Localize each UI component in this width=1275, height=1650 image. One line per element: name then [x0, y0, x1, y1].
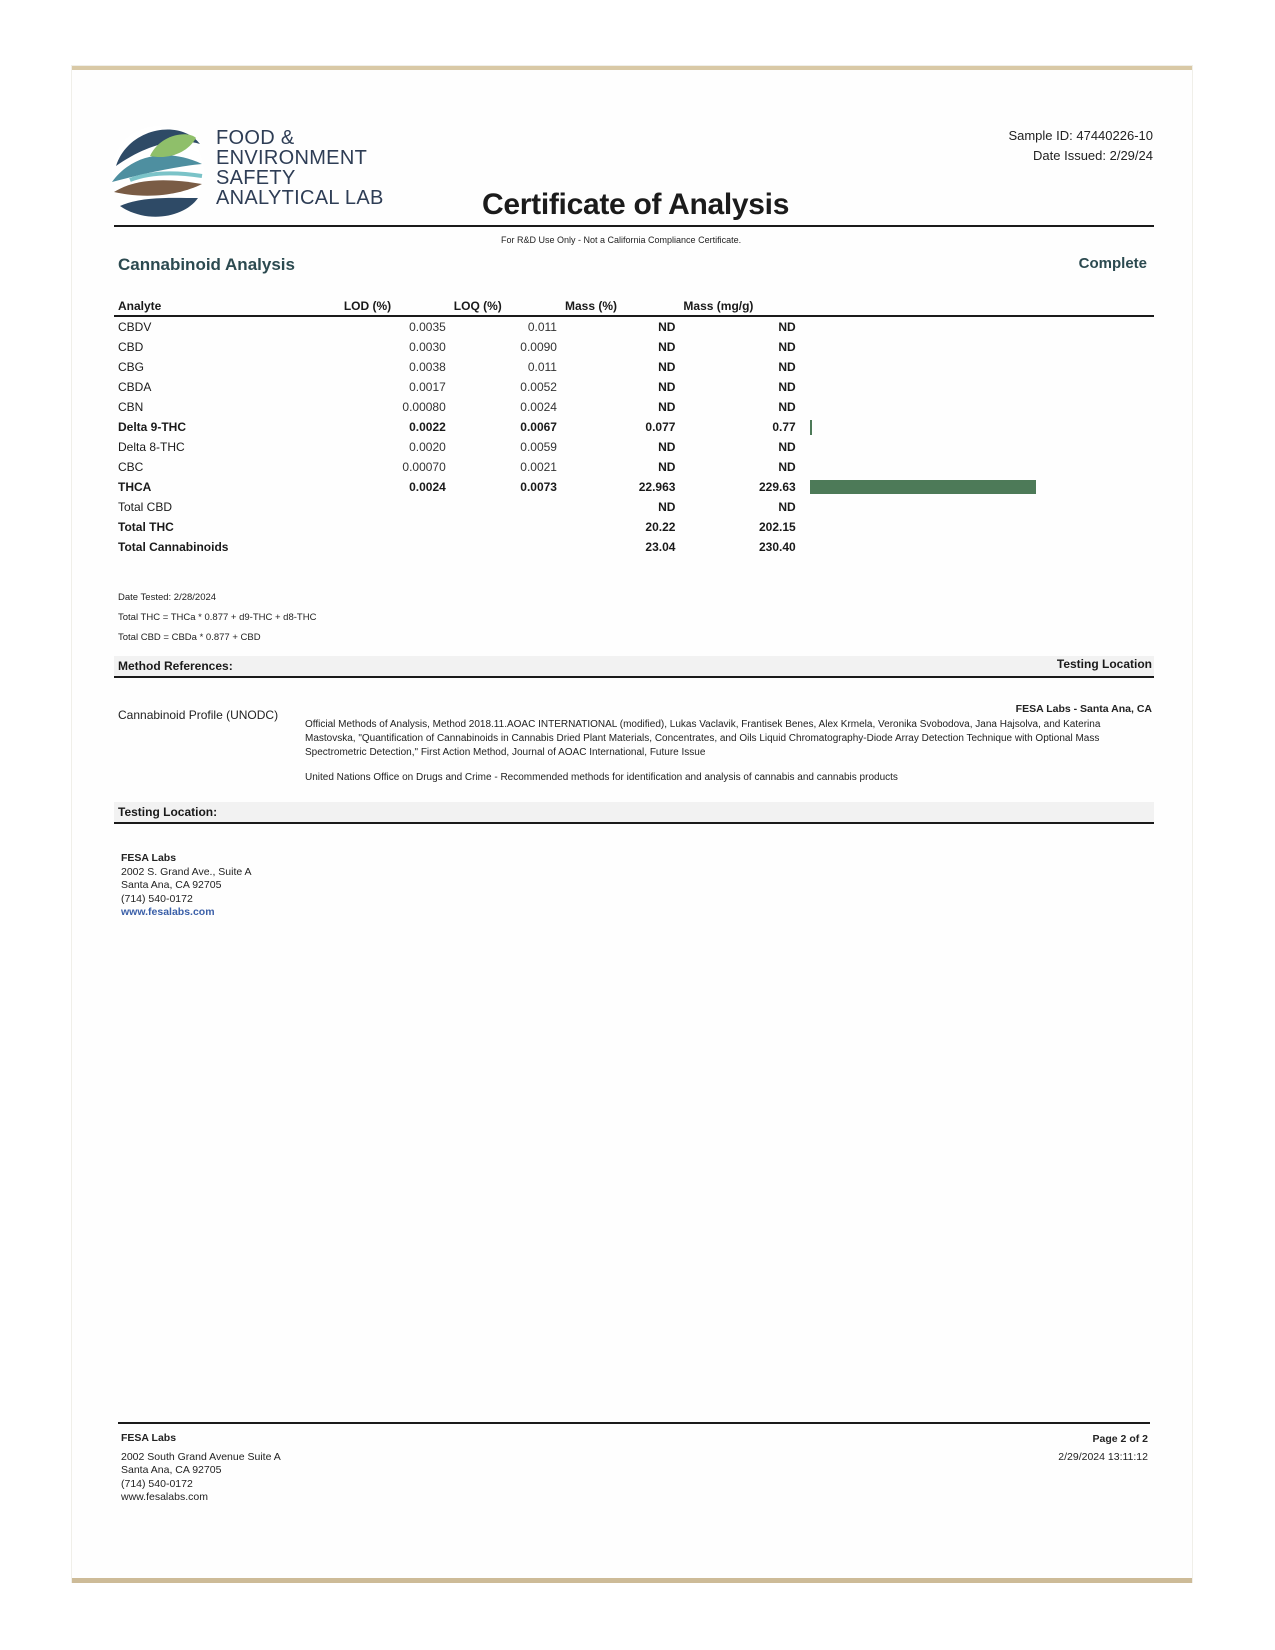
loq-cell: 0.0067 [520, 420, 557, 434]
logo-line: ENVIRONMENT [216, 147, 368, 169]
table-row [114, 537, 1154, 557]
lab-logo-text [216, 128, 384, 208]
mass-percent-cell: 23.04 [645, 540, 676, 554]
analyte-cell: CBDV [118, 320, 152, 334]
mass-mg-cell: ND [778, 500, 796, 514]
mass-mg-cell: 202.15 [758, 520, 796, 534]
analyte-cell: Total THC [118, 520, 174, 534]
formula-total-cbd: Total CBD = CBDa * 0.877 + CBD [118, 632, 261, 643]
bar-cell [800, 397, 1154, 417]
mass-percent-cell: ND [658, 380, 676, 394]
document-sheet [72, 66, 1192, 1582]
method-reference-unodc: United Nations Office on Drugs and Crime - Recommended methods for identification and analysis of cannabis and cannabis products [305, 772, 898, 783]
mass-percent-cell: ND [658, 460, 676, 474]
analyte-cell: CBG [118, 360, 145, 374]
mass-bar [810, 480, 1036, 494]
sample-id: Sample ID: 47440226-10 [1008, 128, 1153, 143]
method-references-header [114, 656, 1154, 678]
loq-cell: 0.0059 [520, 440, 557, 454]
table-row [114, 316, 1154, 337]
loq-cell [450, 537, 561, 557]
table-row [114, 397, 1154, 417]
table-row [114, 497, 1154, 517]
lab-city: Santa Ana, CA 92705 [121, 879, 222, 891]
lod-cell: 0.0022 [409, 420, 446, 434]
cannabinoid-table [114, 296, 1154, 557]
lod-cell: 0.0035 [409, 320, 446, 334]
bar-cell [800, 517, 1154, 537]
loq-cell: 0.011 [527, 320, 557, 334]
mass-mg-cell: 229.63 [758, 480, 796, 494]
lod-cell [340, 517, 450, 537]
footer-website: www.fesalabs.com [121, 1491, 208, 1503]
bar-cell [800, 477, 1154, 497]
footer-divider [118, 1422, 1150, 1424]
bar-cell [800, 457, 1154, 477]
table-row [114, 377, 1154, 397]
bar-cell [800, 377, 1154, 397]
lod-cell [340, 497, 450, 517]
loq-cell: 0.011 [527, 360, 557, 374]
testing-location-header [114, 802, 1154, 824]
lod-cell [340, 537, 450, 557]
table-row [114, 337, 1154, 357]
table-row [114, 457, 1154, 477]
lod-cell: 0.0038 [409, 360, 446, 374]
mass-percent-cell: ND [658, 400, 676, 414]
mass-percent-cell: ND [658, 340, 676, 354]
lod-cell: 0.0030 [409, 340, 446, 354]
mass-mg-cell: ND [778, 320, 796, 334]
page-title: Certificate of Analysis [482, 188, 790, 221]
column-header: Mass (mg/g) [683, 299, 754, 313]
page-number: Page 2 of 2 [1092, 1433, 1148, 1445]
mass-percent-cell: ND [658, 360, 676, 374]
analyte-cell: CBN [118, 400, 144, 414]
lod-cell: 0.00070 [402, 460, 446, 474]
calculation-notes [118, 588, 316, 648]
table-row [114, 437, 1154, 457]
date-tested: Date Tested: 2/28/2024 [118, 592, 217, 603]
bar-cell [800, 537, 1154, 557]
table-header-row [114, 296, 1154, 316]
method-profile-name: Cannabinoid Profile (UNODC) [118, 708, 279, 722]
analyte-cell: Delta 9-THC [118, 420, 187, 434]
bar-cell [800, 497, 1154, 517]
testing-location-section-label: Testing Location: [118, 805, 218, 819]
analyte-cell: CBC [118, 460, 144, 474]
mass-mg-cell: ND [778, 400, 796, 414]
mass-bar [810, 420, 812, 435]
loq-cell [450, 497, 561, 517]
mass-mg-cell: ND [778, 380, 796, 394]
mass-mg-cell: ND [778, 360, 796, 374]
loq-cell: 0.0073 [520, 480, 557, 494]
lab-name: FESA Labs [121, 852, 177, 864]
lod-cell: 0.0024 [409, 480, 446, 494]
bar-cell [800, 417, 1154, 437]
mass-percent-cell: 22.963 [638, 480, 676, 494]
table-row [114, 477, 1154, 497]
loq-cell: 0.0021 [520, 460, 557, 474]
table-row [114, 417, 1154, 437]
loq-cell: 0.0052 [520, 380, 557, 394]
method-reference-aoac: Official Methods of Analysis, Method 2018.11.AOAC INTERNATIONAL (modified), Lukas Vaclavik, Frantisek Benes, Alex Krmela, Veronika Svobodova, Jana Hajsolva, and Katerina Mastovska, "Quantification of Cannabinoids in Cannabis Dried Plant Materials, Concentrates, and Oils Liquid Chromatography-Diode Array Detection Technique with Optional Mass Spectrometric Detection," First Action Method, Journal of AOAC International, Future Issue [305, 719, 1101, 758]
mass-mg-cell: 0.77 [772, 420, 796, 434]
mass-mg-cell: ND [778, 440, 796, 454]
status-badge: Complete [1078, 255, 1147, 272]
mass-percent-cell: 0.077 [645, 420, 676, 434]
table-row [114, 357, 1154, 377]
print-timestamp: 2/29/2024 13:11:12 [1058, 1451, 1148, 1463]
testing-location-label: Testing Location [1056, 657, 1152, 671]
disclaimer: For R&D Use Only - Not a California Compliance Certificate. [501, 235, 742, 245]
footer-city: Santa Ana, CA 92705 [121, 1464, 222, 1476]
bar-cell [800, 337, 1154, 357]
lab-phone: (714) 540-0172 [121, 892, 193, 905]
loq-cell: 0.0024 [520, 400, 557, 414]
header-divider [114, 225, 1154, 227]
mass-mg-cell: ND [778, 460, 796, 474]
lab-street: 2002 S. Grand Ave., Suite A [121, 865, 252, 878]
paper-edge-bottom [72, 1578, 1192, 1583]
column-header: LOD (%) [343, 299, 392, 313]
footer-address [121, 1432, 281, 1505]
logo-line: SAFETY [216, 167, 296, 189]
sample-info [1008, 126, 1153, 166]
method-profile-location: FESA Labs - Santa Ana, CA [1015, 703, 1152, 715]
mass-percent-cell: ND [658, 440, 676, 454]
column-header-bar [800, 296, 1154, 316]
testing-location-address [121, 852, 252, 920]
mass-mg-cell: 230.40 [758, 540, 796, 554]
lod-cell: 0.0017 [409, 380, 446, 394]
lod-cell: 0.0020 [409, 440, 446, 454]
footer-page-info [1058, 1430, 1148, 1466]
bar-cell [800, 357, 1154, 377]
analyte-cell: THCA [118, 480, 152, 494]
table-body [114, 316, 1154, 557]
column-header: Mass (%) [564, 299, 617, 313]
table-row [114, 517, 1154, 537]
logo-line: ANALYTICAL LAB [216, 187, 384, 209]
lod-cell: 0.00080 [402, 400, 446, 414]
analyte-cell: Total Cannabinoids [118, 540, 229, 554]
logo-line: FOOD & [216, 127, 295, 149]
loq-cell: 0.0090 [520, 340, 557, 354]
formula-total-thc: Total THC = THCa * 0.877 + d9-THC + d8-THC [118, 612, 317, 623]
bar-cell [800, 437, 1154, 457]
analyte-cell: Delta 8-THC [118, 440, 185, 454]
date-issued: Date Issued: 2/29/24 [1033, 148, 1153, 163]
analyte-cell: CBD [118, 340, 144, 354]
bar-cell [800, 316, 1154, 337]
footer-lab-name: FESA Labs [121, 1432, 177, 1444]
paper-edge-top [72, 66, 1192, 70]
column-header: Analyte [118, 299, 162, 313]
loq-cell [450, 517, 561, 537]
lab-website-link[interactable]: www.fesalabs.com [121, 906, 215, 918]
method-references-label: Method References: [118, 659, 233, 673]
footer-phone: (714) 540-0172 [121, 1477, 193, 1490]
footer-street: 2002 South Grand Avenue Suite A [121, 1450, 281, 1463]
mass-percent-cell: ND [658, 320, 676, 334]
mass-percent-cell: 20.22 [645, 520, 676, 534]
section-title: Cannabinoid Analysis [118, 255, 295, 274]
mass-percent-cell: ND [658, 500, 676, 514]
analyte-cell: CBDA [118, 380, 152, 394]
analyte-cell: Total CBD [118, 500, 173, 514]
mass-mg-cell: ND [778, 340, 796, 354]
column-header: LOQ (%) [453, 299, 502, 313]
